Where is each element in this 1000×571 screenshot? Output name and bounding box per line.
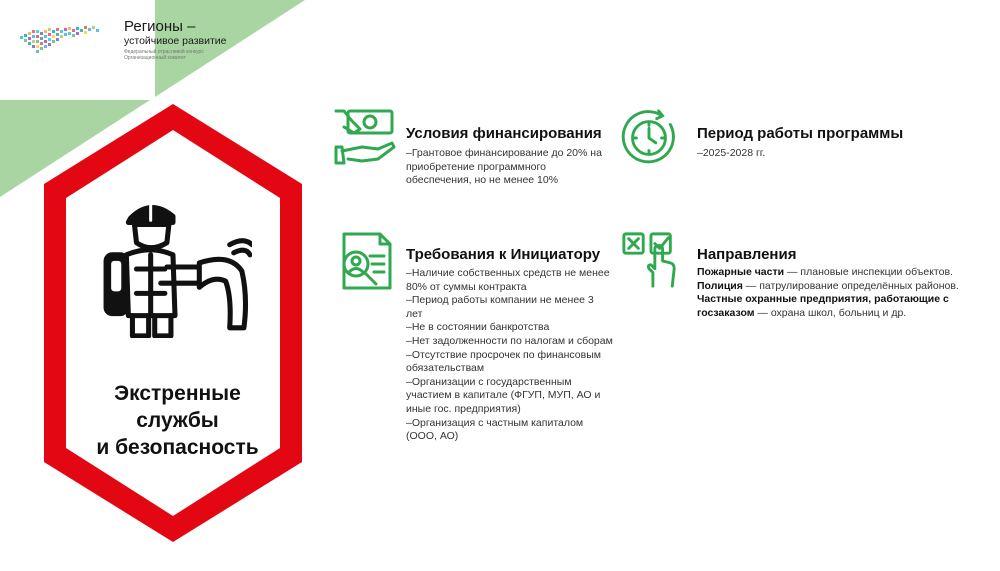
requirements-line: иные гос. предприятия) [406,402,521,415]
requirements-title: Требования к Инициатору [406,246,601,263]
financing-line: –Грантовое финансирование до 20% на [406,147,602,159]
direction-item-desc: — охрана школ, больниц и др. [754,306,907,319]
direction-item-name: Пожарные части [697,266,785,278]
directions-text [697,266,977,320]
hero-title [60,380,295,461]
period-title: Период работы программы [697,125,904,142]
direction-item [697,280,977,294]
period-block [620,109,920,169]
requirements-line: –Нет задолженности по налогам и сборам [406,334,613,347]
direction-item [697,266,977,280]
requirements-line: –Период работы компании не менее 3 [406,294,594,307]
hero-title-line-2: службы [136,409,219,432]
direction-item-name: Частные охранные предприятия, работающие с госзаказом [697,293,949,319]
direction-item-desc: — патрулирование определённых районов. [742,279,959,292]
hero-title-line-3: и безопасность [96,436,259,459]
financing-line: обеспечения, но не менее 10% [406,174,559,187]
firefighter-icon [100,196,252,338]
direction-item [697,293,977,320]
direction-item-name: Полиция [697,279,743,292]
requirements-line: лет [406,307,423,320]
requirements-line: –Организация с частным капиталом [406,416,584,429]
logo-caption: Федеральный отраслевой конкурс Организационный комитет [124,49,204,61]
requirements-text [406,267,626,444]
period-text [697,147,917,161]
requirements-line: –Отсутствие просрочек по финансовым [406,348,601,361]
direction-item-desc: — плановые инспекции объектов. [784,266,953,278]
russia-map-logo-icon [16,22,102,62]
logo [16,18,246,68]
requirements-line: (ООО, АО) [406,430,459,443]
logo-subtitle: устойчивое развитие [124,35,227,47]
logo-title: Регионы – [124,18,196,35]
financing-title: Условия финансирования [406,125,602,142]
requirements-line: –Наличие собственных средств не менее [406,267,610,279]
document-search-icon [334,230,396,292]
requirements-line: обязательствам [406,362,485,375]
requirements-block [334,230,624,450]
directions-title: Направления [697,246,797,263]
hero-title-line-1: Экстренные [114,382,241,405]
period-line: –2025-2028 гг. [697,147,766,159]
requirements-line: участием в капитале (ФГУП, МУП, АО и [406,389,601,402]
requirements-line: –Организации с государственным [406,375,572,388]
requirements-line: –Не в состоянии банкротства [406,321,550,334]
checklist-hand-icon [620,230,680,290]
directions-block [620,230,980,330]
financing-line: приобретение программного [406,160,546,173]
money-hand-icon [334,107,396,169]
requirements-line: 80% от суммы контракта [406,280,527,293]
financing-block [334,107,624,192]
financing-text [406,147,621,188]
clock-icon [620,109,678,167]
